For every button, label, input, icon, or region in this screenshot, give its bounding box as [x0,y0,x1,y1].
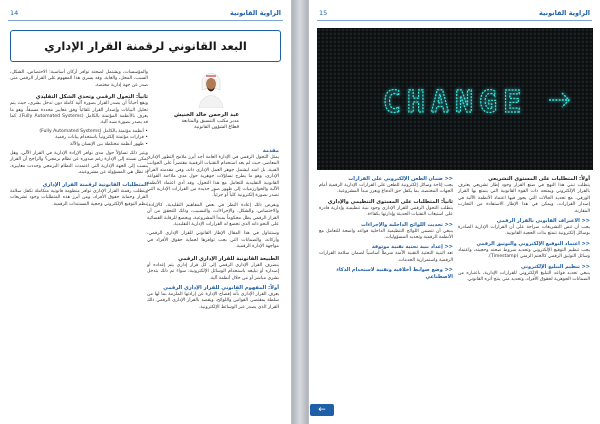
hero-word: CHANGE [382,85,528,120]
author-role-line-2: قطاع الشؤون القانونية [194,125,239,131]
requirement-heading-text: تحديث اللوائح الداخلية والإجراءات [360,221,443,228]
paragraph: ويفرض ذلك إعادة النظر في بعض المفاهيم التقليدية، كالإرادة، والاختصاص، والشكل، والإجراءات، والتسبيب، وذلك للتحقق من أن القرار الرقمي يظل محكوماً بمبدأ المشروعية، ويخضع للرقابة القضائية على النحو ذاته الذي تخضع له القرارات الإدارية التقليدية. [147,202,279,228]
requirement-heading: << ضمان الطعن الإلكتروني على القرارات [348,176,453,182]
change-led-hero-image [317,28,593,170]
intro-heading: مقدمة [262,148,279,154]
header-rule [317,20,592,21]
requirement-heading-text: الاعتراف القانوني بالقرار الرقمي [496,218,580,225]
paragraph: ويقع أحياناً أن يصدر القرار بصورة آلية كاملة دون تدخل بشري، حيث يتم تحليل البيانات وإصدار القرار تلقائياً وفق معايير محددة مسبقاً، وهو ما يعرف بالأنظمة المؤتمتة بالكامل (Fully Automated Systems)، كما قد يصدر بصورة شبه آلية. [10,101,148,126]
list-item: • ظهور أنظمة مختلطة بين الإنسان والآلة [69,141,148,147]
requirement-text: يتطلب التحول الرقمي للقرار الإداري وجود بنية تنظيمية وإدارية قادرة على استيعاب التقنيات الحديثة وإدارتها بكفاءة. [319,205,453,218]
requirement-item [458,218,590,238]
requirement-heading-text: وضع ضوابط أخلاقية وتقنية لاستخدام الذكاء الاصطناعي [336,267,453,281]
bullet-list [10,129,148,148]
paragraph: ينصرف القرار الإداري الرقمي إلى كل قرار إداري يتم إعداده أو إصداره أو تبليغه باستخدام الوسائل الإلكترونية، سواء تم ذلك بتدخل بشري مباشر أو من خلال أنظمة آلية. [147,262,279,281]
requirement-heading-text: اعتماد التوقيع الإلكتروني والتوثيق الرقمي [476,240,580,247]
left-page-column-1 [147,148,279,311]
header-rule [8,20,283,21]
requirement-heading: << إعداد بنية تحتية تقنية موثوقة [371,244,453,251]
requirement-text: يجب تنظيم التوقيع الإلكتروني وتحديد شروط صحته وحجيته، واعتماد وسائل التوثيق الرقمي كالختم الزمني (Timestamp). [458,247,590,260]
list-item-text: أنظمة مؤتمتة بالكامل (Fully Automated Systems) [39,128,144,134]
requirement-heading: << وضع ضوابط أخلاقية وتقنية لاستخدام الذكاء الاصطناعي [336,267,453,281]
requirement-text: ينبغي أن تتضمن اللوائح التنظيمية الداخلية قواعد واضحة للتعامل مع الأنظمة الرقمية وتحديد المسؤوليات. [319,228,453,241]
requirement-text: تعد البنية التحتية التقنية الآمنة شرطاً أساسياً لضمان سلامة القرارات الرقمية واستمرارية الخدمات. [319,251,453,263]
author-photo [198,70,224,108]
author-role [149,119,239,131]
article-title-box [10,30,281,62]
requirement-heading: << اعتماد التوقيع الإلكتروني والتوثيق الرقمي [476,240,590,247]
author-name: عبد الرحمن خالد الخنيش [173,112,239,118]
requirement-heading-text: إعداد بنية تحتية تقنية موثوقة [371,244,443,251]
section-heading: ثانياً: التحول الرقمي وتحدي الشكل التقليدي [35,94,148,101]
intro-paragraph: يمثل التحول الرقمي في الإدارة العامة أحد أبرز ملامح التطور الإداري المعاصر، حيث لم يعد استخدام التقنيات الرقمية مقتصراً على الجوانب الفنية، بل امتد ليشمل جوهر العمل الإداري ذاته، وفي مقدمته القرار الإداري، وهو ما يطرح تساؤلات جوهرية حول مدى ملاءمة القواعد القانونية التقليدية للتعامل مع هذا التحول. وقد أدى اعتماد الأنظمة الآلية والخوارزميات إلى ظهور صور جديدة من القرارات الإدارية التي تصدر بصورة إلكترونية كلياً أو جزئياً. [147,155,279,199]
subsection-heading: أولاً: المفهوم القانوني للقرار الإداري الرقمي [163,284,279,291]
paragraph: يتطلب تبني هذا النهج في صنع القرار وجود إطار تشريعي يعترف بالقرار الإلكتروني ويمنحه ذات القوة القانونية التي يتمتع بها القرار الورقي، مع تحديد الحالات التي يجوز فيها اعتماد الأنظمة الآلية في إصدار القرارات، ويمكن في هذا الإطار الاستفادة من التجارب المقارنة. [458,183,590,214]
left-page [0,0,292,424]
right-page-column-2 [319,176,453,281]
requirement-item [458,264,590,284]
requirement-heading-text: ضمان الطعن الإلكتروني على القرارات [348,176,443,182]
section-heading: الطبيعة القانونية للقرار الإداري الرقمي [178,255,279,262]
requirement-item [319,176,453,196]
list-item: • قرارات مؤتمتة إلكترونياً باستخدام بيانات رقمية [55,135,148,141]
page-number: 15 [319,9,328,17]
requirement-item [319,244,453,264]
paragraph: والمؤسسات، ويشتمل لصحته توافر أركان أساسية: الاختصاص، الشكل، السبب، المحل، والغاية. وقد يسري هذا المفهوم على القرار الرقمي متى صدر عن جهة إدارية مختصة. [10,70,148,88]
paragraph: وسنتناول في هذا المقال الإطار القانوني للقرار الإداري الرقمي، وأركانه، والضمانات التي يجب توافرها لحماية حقوق الأفراد في مواجهة الإدارة الرقمية. [147,231,279,250]
paragraph: ويثير ذلك تساؤلاً حول مدى توافر الإرادة الإدارية في القرار الآلي، وهل يمكن نسبته إلى الإدارة رغم صدوره عن نظام برمجي؟ والراجح أن القرار ينسب إلى الجهة الإدارية التي اعتمدت النظام البرمجي وحددت معاييره، إذ تظل هي المسؤولة عن مشروعيته. [10,151,148,176]
requirement-heading: << تحديث اللوائح الداخلية والإجراءات [360,221,453,228]
requirement-text: يجب أن تنص التشريعات صراحة على أن القرارات الإدارية الصادرة بوسائل إلكترونية تتمتع بذات الحجية القانونية. [458,225,590,237]
requirement-text: يجب إتاحة وسائل إلكترونية للطعن على القرارات الإدارية الرقمية أمام الجهات المختصة، بما يكفل حق الدفاع ويعزز مبدأ المشروعية. [319,183,453,195]
requirement-item [319,222,453,242]
right-page-column-1 [458,176,590,283]
running-head: الراوية القانونية [539,9,590,17]
running-head: الراوية القانونية [230,9,281,17]
requirement-heading-text: تنظيم التبليغ الإلكتروني [521,263,580,270]
author-role-line-1: مدير مكتب التنسيق والمتابعة [181,119,239,124]
requirement-item [458,241,590,261]
section-heading: أولاً: المتطلبات على المستوى التشريعي [488,176,590,182]
list-item-text: قرارات مؤتمتة إلكترونياً باستخدام بيانات رقمية [55,135,144,141]
requirement-item [319,199,453,219]
paragraph: يعرف القرار الإداري بأنه إفصاح الإدارة عن إرادتها الملزمة بما لها من سلطة بمقتضى القوانين واللوائح، ويقصد بالقرار الإداري الرقمي ذلك القرار الذي يصدر عبر الوسائط الإلكترونية. [147,291,279,310]
list-item-text: ظهور أنظمة مختلطة بين الإنسان والآلة [69,141,144,147]
requirement-item [319,267,453,281]
left-page-column-2 [10,70,148,208]
page-number: 14 [10,9,19,17]
book-gutter [292,0,308,424]
requirement-heading: << الاعتراف القانوني بالقرار الرقمي [496,218,590,225]
section-heading: المتطلبات القانونية لرقمنة القرار الإداري [42,181,148,188]
list-item: • أنظمة مؤتمتة بالكامل (Fully Automated Systems) [39,128,148,134]
previous-page-arrow-button[interactable]: ← [310,404,334,416]
section-heading: ثانياً: المتطلبات على المستوى التنظيمي والإداري [327,198,453,205]
article-title: البعد القانوني لرقمنة القرار الإداري [44,39,247,53]
requirement-text: ينبغي تحديد قواعد التبليغ الإلكتروني للقرارات الإدارية، باعتباره من الضمانات الجوهرية لحقوق الأفراد، وتحديد متى ينتج أثره القانوني. [458,270,590,283]
requirement-heading: << تنظيم التبليغ الإلكتروني [521,263,590,270]
paragraph: ويتطلب رقمنة القرار الإداري توافر منظومة قانونية متكاملة تكفل سلامة القرار وحماية حقوق الأفراد، ومن أبرز هذه المتطلبات وجود تشريعات تنظم التوقيع الإلكتروني وحجية المستندات الرقمية. [10,188,148,207]
right-page [308,0,600,424]
